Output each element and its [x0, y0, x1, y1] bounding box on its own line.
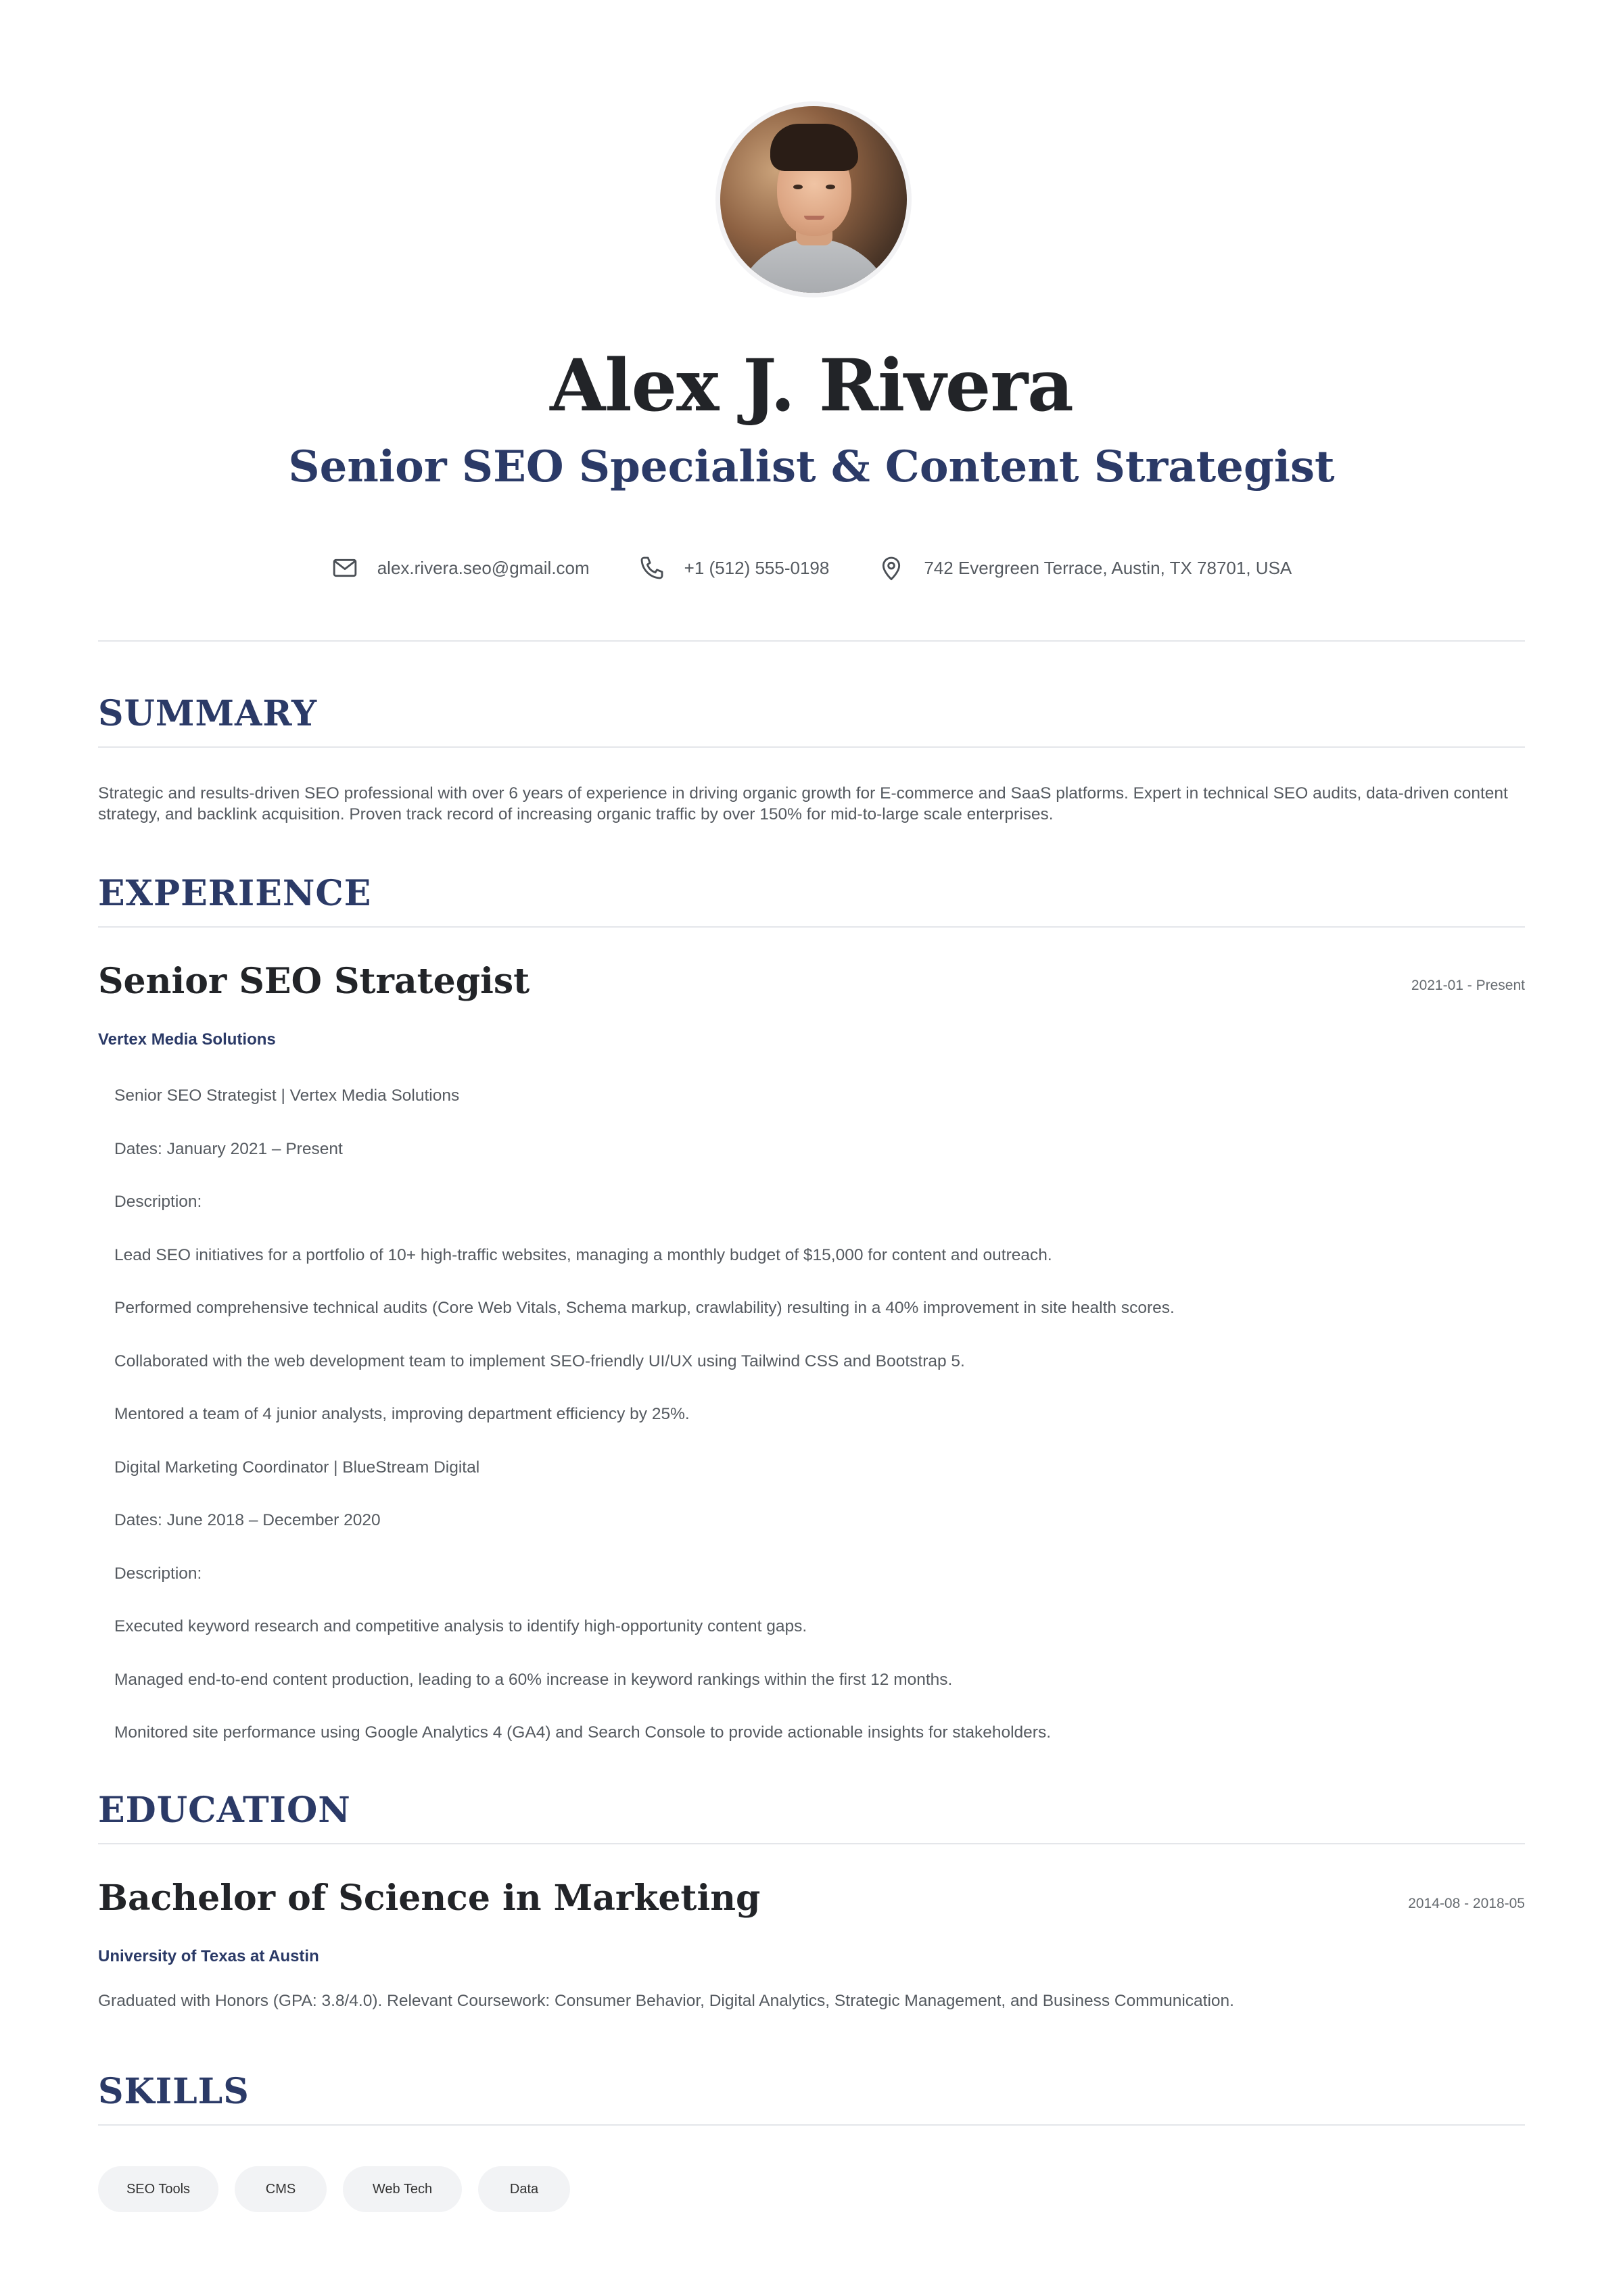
list-item: Managed end-to-end content production, leading to a 60% increase in keyword rankings within the first 12 months.: [114, 1670, 953, 1689]
section-title-experience: EXPERIENCE: [98, 873, 372, 914]
section-title-education: EDUCATION: [98, 1790, 351, 1831]
education-description: Graduated with Honors (GPA: 3.8/4.0). Relevant Coursework: Consumer Behavior, Digital Analytics, Strategic Management, and Business Communication.: [98, 1992, 1234, 2010]
contact-address-text: 742 Evergreen Terrace, Austin, TX 78701, USA: [924, 557, 1292, 578]
list-item: Performed comprehensive technical audits (Core Web Vitals, Schema markup, crawlability) resulting in a 40% improvement in site health scores.: [114, 1299, 1175, 1317]
summary-text: Strategic and results-driven SEO professional with over 6 years of experience in driving organic growth for E-commerce and SaaS platforms. Expert in technical SEO audits, data-driven content strategy, and backlink acquisition. Proven track record of increasing organic traffic by over 150% for mid-to-large scale enterprises.: [98, 784, 1508, 823]
skill-chip: Data: [478, 2166, 570, 2212]
education-divider: [98, 1843, 1525, 1844]
list-item: Description:: [114, 1193, 202, 1211]
education-dates: 2014-08 - 2018-05: [1408, 1896, 1525, 1911]
contact-bar: [0, 549, 1623, 587]
phone-icon: [638, 554, 665, 581]
contact-email-text: alex.rivera.seo@gmail.com: [377, 557, 590, 578]
contact-phone[interactable]: [638, 554, 830, 581]
avatar: [715, 101, 912, 297]
experience-divider: [98, 926, 1525, 928]
map-pin-icon: [878, 554, 905, 581]
list-item: Monitored site performance using Google Analytics 4 (GA4) and Search Console to provide actionable insights for stakeholders.: [114, 1723, 1052, 1742]
education-degree: Bachelor of Science in Marketing: [98, 1878, 761, 1919]
list-item: Digital Marketing Coordinator | BlueStream Digital: [114, 1458, 480, 1477]
candidate-name: Alex J. Rivera: [550, 343, 1073, 427]
skill-chip: Web Tech: [343, 2166, 462, 2212]
list-item: Mentored a team of 4 junior analysts, improving department efficiency by 25%.: [114, 1405, 690, 1423]
summary-divider: [98, 746, 1525, 748]
list-item: Lead SEO initiatives for a portfolio of 10+ high-traffic websites, managing a monthly budget of $15,000 for content and outreach.: [114, 1245, 1052, 1264]
education-school: University of Texas at Austin: [98, 1947, 319, 1965]
section-title-skills: SKILLS: [98, 2071, 250, 2112]
experience-company: Vertex Media Solutions: [98, 1030, 276, 1049]
contact-email[interactable]: [331, 554, 590, 581]
list-item: Executed keyword research and competitive analysis to identify high-opportunity content gaps.: [114, 1617, 807, 1635]
list-item: Collaborated with the web development team to implement SEO-friendly UI/UX using Tailwind CSS and Bootstrap 5.: [114, 1352, 965, 1370]
list-item: Dates: January 2021 – Present: [114, 1139, 343, 1158]
skills-divider: [98, 2124, 1525, 2126]
avatar-photo: [720, 106, 907, 293]
contact-phone-text: +1 (512) 555-0198: [684, 557, 830, 578]
contact-address: [878, 554, 1292, 581]
list-item: Description:: [114, 1564, 202, 1583]
skill-chip: SEO Tools: [98, 2166, 218, 2212]
experience-position: Senior SEO Strategist: [98, 961, 530, 1002]
header-divider: [98, 640, 1525, 642]
experience-description: [114, 1086, 1175, 1776]
skill-chip: CMS: [235, 2166, 327, 2212]
section-title-summary: SUMMARY: [98, 693, 318, 734]
list-item: Senior SEO Strategist | Vertex Media Solutions: [114, 1086, 460, 1105]
candidate-headline: Senior SEO Specialist & Content Strategist: [288, 441, 1335, 492]
skills-list: [98, 2166, 570, 2212]
mail-icon: [331, 554, 358, 581]
experience-dates: 2021-01 - Present: [1411, 978, 1525, 993]
list-item: Dates: June 2018 – December 2020: [114, 1511, 381, 1529]
